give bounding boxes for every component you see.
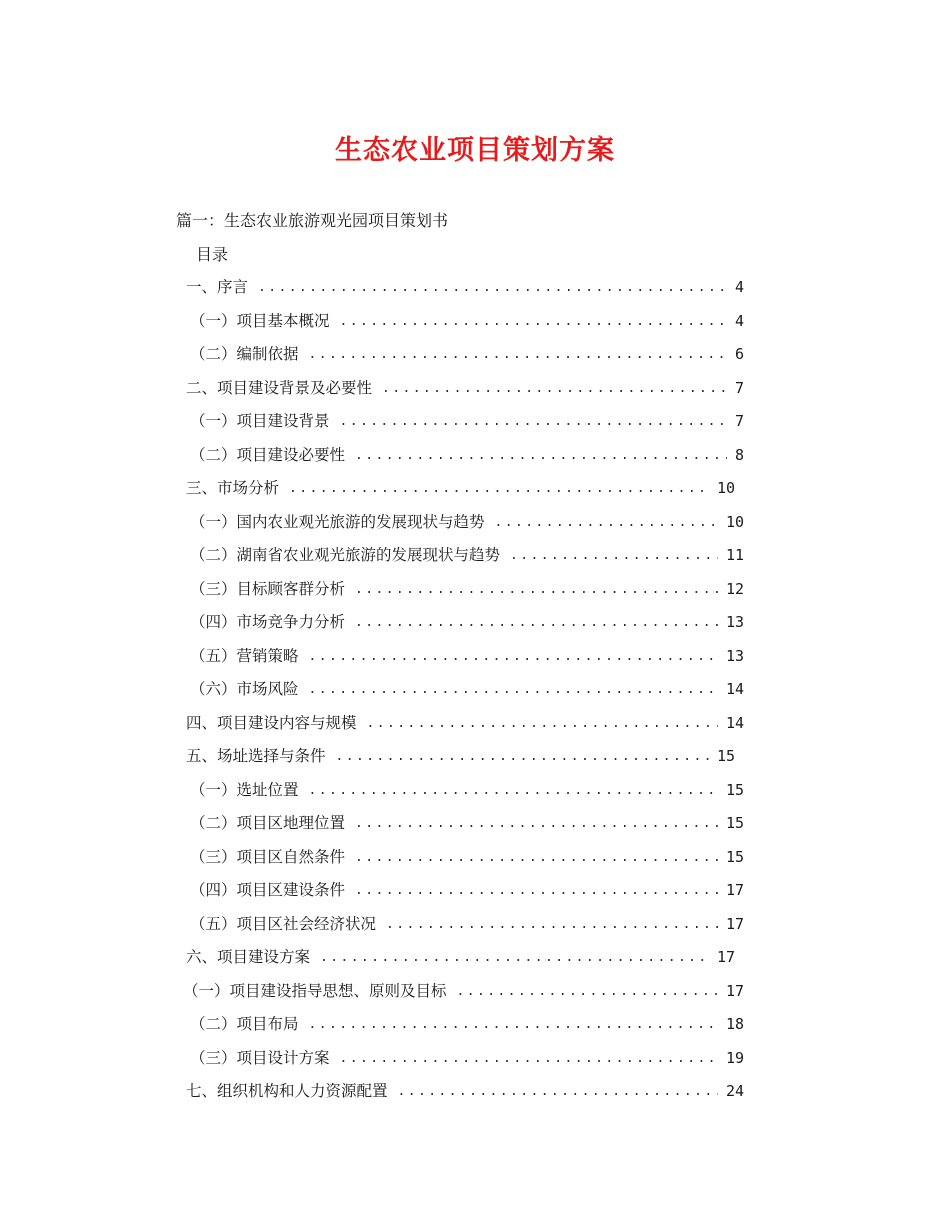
toc-dot-leader	[495, 506, 718, 540]
toc-entry-title: （二）项目布局	[190, 1015, 299, 1033]
toc-dot-leader	[355, 874, 718, 908]
toc-entry[interactable]	[186, 1075, 744, 1109]
toc-entry[interactable]	[186, 472, 735, 506]
toc-entry-page-number: 10	[725, 512, 744, 531]
toc-entry[interactable]	[190, 673, 744, 707]
toc-entry-title: （五）营销策略	[190, 646, 299, 665]
toc-entry[interactable]	[186, 271, 744, 305]
toc-dot-leader	[309, 673, 718, 707]
toc-entry[interactable]	[190, 874, 744, 908]
toc-entry[interactable]	[190, 305, 744, 339]
toc-entry-page-number: 7	[734, 412, 744, 430]
toc-entry-title: （五）项目区社会经济状况	[190, 914, 377, 933]
toc-entry-title: （一）项目建设指导思想、原则及目标	[183, 981, 447, 1000]
toc-entry-page-number: 4	[734, 311, 744, 330]
toc-entry-page-number: 12	[725, 579, 744, 598]
toc-entry-title: （二）项目建设必要性	[190, 445, 346, 464]
toc-entry-page-number: 15	[725, 780, 744, 799]
toc-entry-page-number: 4	[734, 278, 744, 296]
toc-entry-title: （四）项目区建设条件	[190, 881, 346, 899]
toc-dot-leader	[355, 573, 718, 607]
toc-heading: 目录	[196, 245, 229, 264]
toc-entry-page-number: 13	[725, 646, 744, 665]
toc-dot-leader	[309, 338, 727, 372]
toc-entry-page-number: 7	[734, 378, 744, 397]
toc-entry-page-number: 15	[725, 847, 744, 866]
toc-entry[interactable]	[190, 338, 744, 372]
toc-entry-title: （二）项目区地理位置	[190, 814, 346, 832]
toc-dot-leader	[289, 472, 709, 506]
toc-dot-leader	[355, 606, 718, 640]
toc-entry[interactable]	[190, 807, 744, 841]
toc-entry-title: （三）项目设计方案	[190, 1048, 330, 1067]
toc-dot-leader	[309, 1008, 718, 1042]
toc-entry-page-number: 14	[725, 680, 744, 698]
toc-dot-leader	[320, 941, 709, 975]
toc-dot-leader	[510, 539, 718, 573]
toc-entry-page-number: 17	[725, 881, 744, 899]
toc-entry-page-number: 13	[725, 613, 744, 631]
toc-entry[interactable]	[186, 707, 744, 741]
toc-dot-leader	[367, 707, 718, 741]
toc-entry-title: （六）市场风险	[190, 680, 299, 698]
toc-entry-title: （一）选址位置	[190, 780, 299, 799]
toc-entry-page-number: 10	[716, 479, 735, 497]
toc-dot-leader	[386, 908, 718, 942]
toc-entry-page-number: 14	[725, 713, 744, 732]
toc-entry-page-number: 17	[725, 981, 744, 1000]
toc-entry-title: （一）项目基本概况	[190, 311, 330, 330]
document-subtitle: 篇一：生态农业旅游观光园项目策划书	[176, 211, 449, 230]
toc-entry-title: 一、序言	[186, 278, 249, 296]
toc-entry-title: 五、场址选择与条件	[186, 747, 326, 765]
toc-entry[interactable]	[186, 372, 744, 406]
toc-entry-title: （二）编制依据	[190, 345, 299, 363]
toc-entry-title: 七、组织机构和人力资源配置	[186, 1082, 388, 1100]
toc-dot-leader	[340, 1042, 718, 1076]
toc-entry[interactable]	[190, 841, 744, 875]
toc-dot-leader	[382, 372, 727, 406]
toc-entry[interactable]	[190, 640, 744, 674]
toc-entry[interactable]	[190, 774, 744, 808]
toc-entry-title: （四）市场竞争力分析	[190, 613, 346, 631]
toc-entry-title: 三、市场分析	[186, 479, 280, 497]
toc-entry[interactable]	[190, 908, 744, 942]
toc-entry-title: （二）湖南省农业观光旅游的发展现状与趋势	[190, 546, 501, 564]
toc-entry-page-number: 24	[725, 1082, 744, 1100]
toc-dot-leader	[309, 640, 718, 674]
toc-entry[interactable]	[190, 1042, 744, 1076]
document-title: 生态农业项目策划方案	[335, 135, 615, 166]
toc-entry[interactable]	[190, 405, 744, 439]
toc-dot-leader	[355, 841, 718, 875]
toc-dot-leader	[355, 807, 718, 841]
toc-entry-title: （三）项目区自然条件	[190, 847, 346, 866]
toc-entry-page-number: 8	[734, 445, 744, 464]
toc-entry-title: 四、项目建设内容与规模	[186, 713, 357, 732]
toc-dot-leader	[355, 439, 727, 473]
toc-entry[interactable]	[190, 539, 744, 573]
toc-dot-leader	[309, 774, 718, 808]
toc-dot-leader	[340, 405, 727, 439]
toc-entry-page-number: 17	[716, 948, 735, 966]
toc-entry-page-number: 18	[725, 1015, 744, 1033]
toc-entry[interactable]	[183, 975, 744, 1009]
toc-entry-title: （一）国内农业观光旅游的发展现状与趋势	[190, 512, 485, 531]
toc-entry[interactable]	[190, 506, 744, 540]
toc-entry[interactable]	[190, 606, 744, 640]
toc-entry-title: 六、项目建设方案	[186, 948, 311, 966]
toc-entry[interactable]	[186, 740, 735, 774]
toc-entry-page-number: 6	[734, 345, 744, 363]
toc-entry-page-number: 11	[725, 546, 744, 564]
toc-entry-title: 二、项目建设背景及必要性	[186, 378, 373, 397]
toc-entry[interactable]	[190, 573, 744, 607]
toc-dot-leader	[258, 271, 727, 305]
toc-entry[interactable]	[190, 439, 744, 473]
toc-entry-page-number: 17	[725, 914, 744, 933]
toc-entry-page-number: 19	[725, 1048, 744, 1067]
toc-entry-page-number: 15	[716, 747, 735, 765]
toc-dot-leader	[340, 305, 727, 339]
toc-entry-title: （三）目标顾客群分析	[190, 579, 346, 598]
toc-dot-leader	[398, 1075, 718, 1109]
toc-dot-leader	[336, 740, 709, 774]
toc-entry[interactable]	[190, 1008, 744, 1042]
toc-dot-leader	[457, 975, 718, 1009]
toc-entry-page-number: 15	[725, 814, 744, 832]
toc-entry[interactable]	[186, 941, 735, 975]
toc-entry-title: （一）项目建设背景	[190, 412, 330, 430]
